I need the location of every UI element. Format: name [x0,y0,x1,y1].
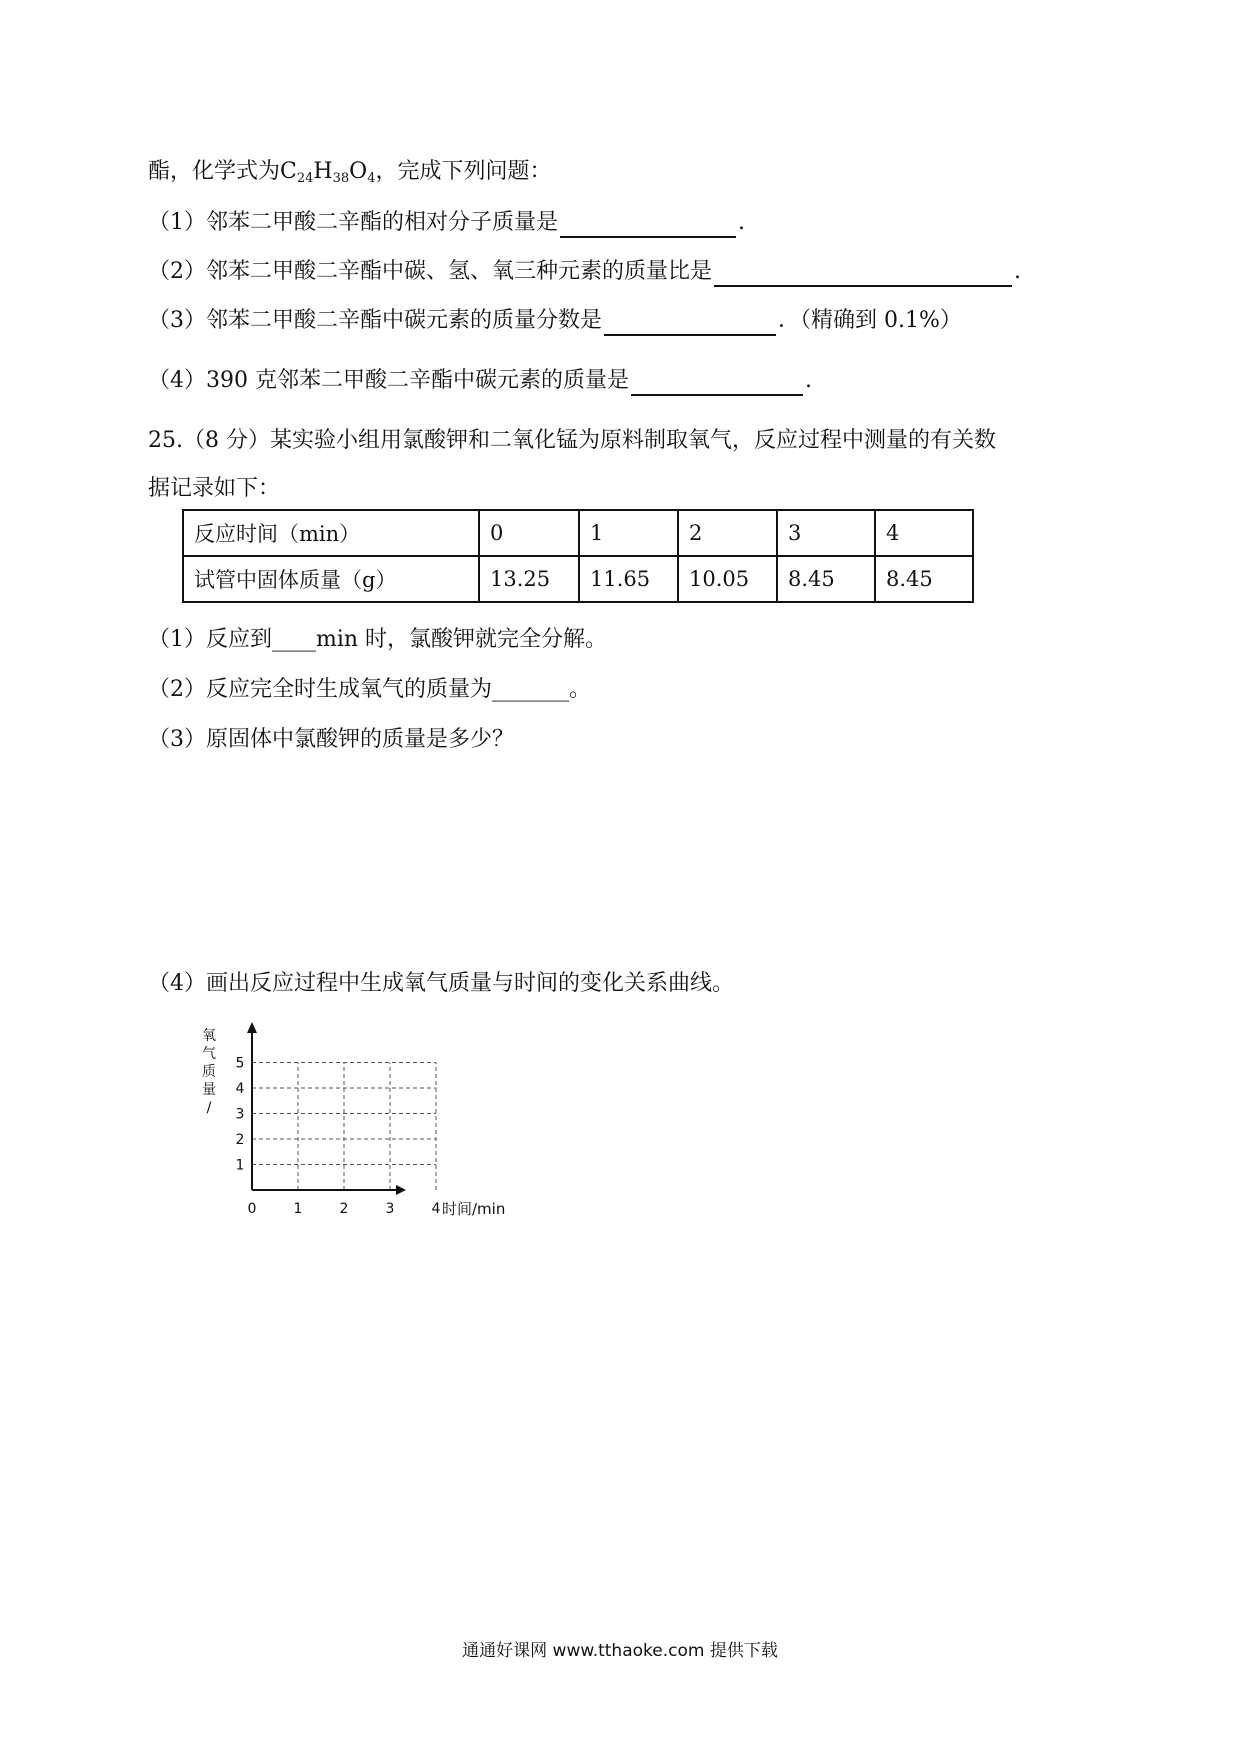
x-tick-label: 0 [247,1201,257,1217]
answer-blank[interactable] [560,212,736,238]
y-tick-label: 5 [235,1055,245,1072]
table-cell: 11.65 [579,556,678,602]
q24-item-3: （3）邻苯二甲酸二辛酯中碳元素的质量分数是 ．（精确到 0.1%） [148,306,962,336]
table-cell: 0 [479,510,579,556]
x-tick-label: 2 [339,1201,349,1217]
q24-item-4-text: （4）390 克邻苯二甲酸二辛酯中碳元素的质量是 [148,368,629,393]
chemical-formula: $C_{24}H_{38}O_4$ [280,159,376,186]
intro-text-after: ，完成下列问题： [375,159,552,184]
y-tick-label: 4 [235,1081,245,1097]
table-cell: 1 [579,510,678,556]
table-row [183,556,973,602]
intro-line [148,157,551,194]
chart-ticks [236,1056,441,1218]
q24-item-4: （4）390 克邻苯二甲酸二辛酯中碳元素的质量是 . [148,366,812,396]
q25-sub-4: （4）画出反应过程中生成氧气质量与时间的变化关系曲线。 [148,971,734,996]
q24-item-2-text: （2）邻苯二甲酸二辛酯中碳、氢、氧三种元素的质量比是 [148,259,712,284]
ylabel-char: 质 [202,1064,216,1080]
ylabel-char: 气 [202,1046,216,1062]
answer-blank[interactable] [714,261,1012,287]
q25-stem-line1: 25.（8 分）某实验小组用氯酸钾和二氧化锰为原料制取氧气，反应过程中测量的有关数 [148,428,996,453]
q24-item-1: （1）邻苯二甲酸二辛酯的相对分子质量是 . [148,208,745,238]
q24-item-1-text: （1）邻苯二甲酸二辛酯的相对分子质量是 [148,210,558,235]
ylabel-group [202,1028,216,1116]
x-axis-arrow [396,1185,406,1195]
q24-item-2: （2）邻苯二甲酸二辛酯中碳、氢、氧三种元素的质量比是 . [148,257,1021,287]
y-tick-label: 1 [235,1157,245,1174]
q25-sub-1: （1）反应到____min 时，氯酸钾就完全分解。 [148,627,608,652]
answer-blank[interactable] [631,370,803,396]
chart-grid [252,1063,436,1191]
y-tick-label: 2 [235,1132,245,1148]
x-tick-label: 1 [293,1201,303,1217]
table-cell: 3 [777,510,875,556]
ylabel-char: 量 [202,1082,216,1098]
table-cell: 13.25 [479,556,579,602]
q25-sub-3: （3）原固体中氯酸钾的质量是多少？ [148,727,514,752]
data-table [182,509,974,603]
ylabel-char: 氧 [202,1028,216,1044]
q25-sub-2: （2）反应完全时生成氧气的质量为_______。 [148,677,591,702]
table-cell: 2 [678,510,777,556]
ylabel-char: / [206,1100,212,1116]
x-tick-label: 4 [431,1201,441,1217]
table-header-mass: 试管中固体质量（g） [183,556,479,602]
y-axis-arrow [247,1022,257,1033]
table-cell: 8.45 [777,556,875,602]
table-cell: 10.05 [678,556,777,602]
intro-text-before: 酯，化学式为 [148,159,281,184]
answer-blank[interactable] [604,310,776,336]
oxygen-mass-chart [190,1020,550,1220]
xlabel: 时间/min [442,1200,506,1218]
table-cell: 4 [875,510,973,556]
q24-item-3-text: （3）邻苯二甲酸二辛酯中碳元素的质量分数是 [148,308,602,333]
y-tick-label: 3 [235,1106,245,1123]
q25-stem-line2: 据记录如下： [148,476,281,501]
x-tick-label: 3 [385,1201,395,1217]
table-cell: 8.45 [875,556,973,602]
table-row [183,510,973,556]
table-header-time: 反应时间（min） [183,510,479,556]
footer: 通通好课网 www.tthaoke.com 提供下载 [462,1641,778,1661]
